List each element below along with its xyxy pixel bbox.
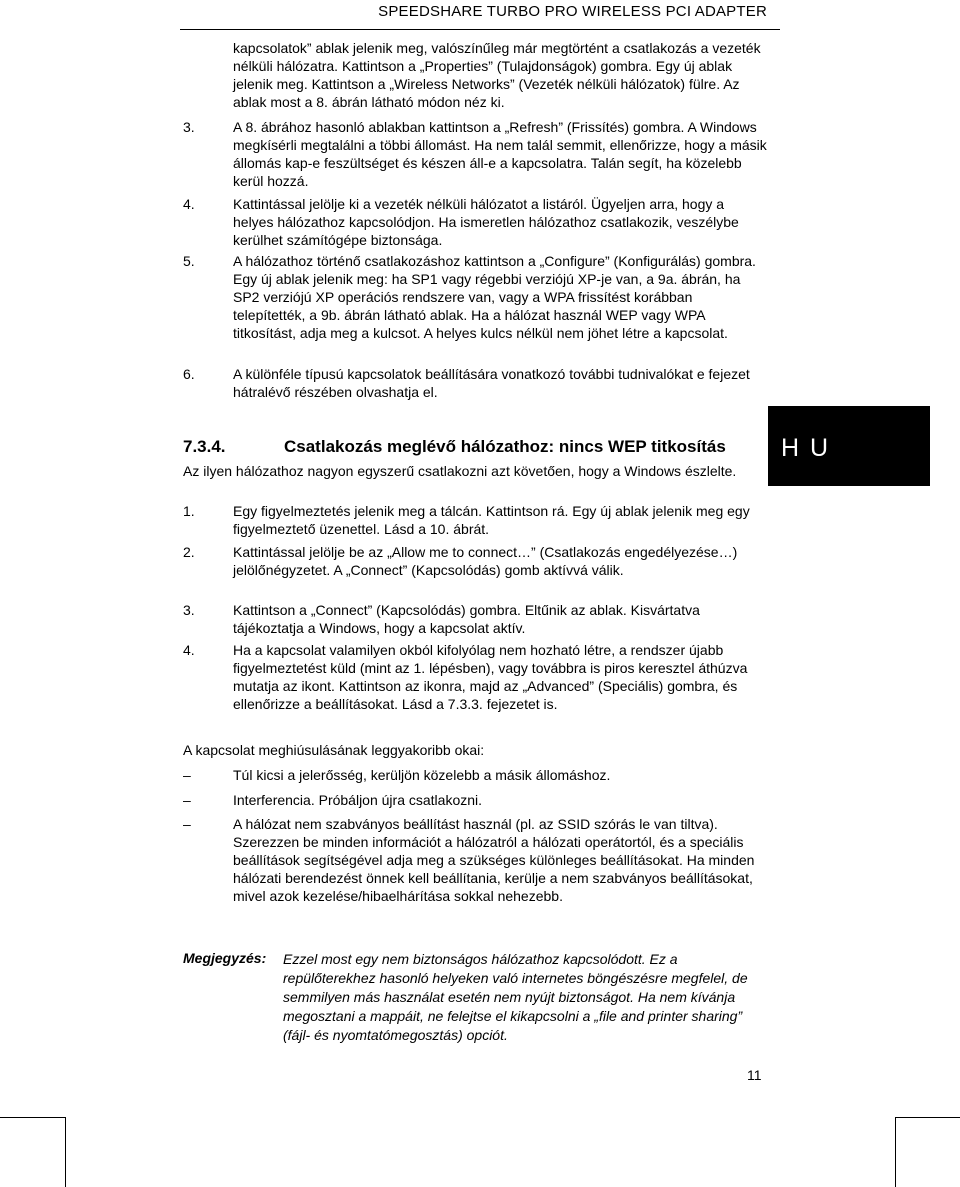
crop-mark <box>65 1117 66 1187</box>
list-text: A hálózat nem szabványos beállítást használ (pl. az SSID szórás le van tiltva). Szerezzen be minden információt a hálózatról a hálózati operátortól, és a speciális beállítások segítségével adja meg a szükséges különleges beállításokat. Ha minden hálózati berendezést önnek kell beállítania, kerülje a nem szabványos beállításokat, mivel azok kezelése/hibaelhárítása sokkal nehezebb. <box>233 816 755 904</box>
dash-bullet: – <box>183 792 191 808</box>
header-rule <box>180 29 780 30</box>
causes-intro: A kapcsolat meghiúsulásának leggyakoribb okai: <box>183 742 485 758</box>
list-text: Kattintással jelölje be az „Allow me to connect…” (Csatlakozás engedélyezése…) jelölőnégyzetet. A „Connect” (Kapcsolódás) gomb aktívvá válik. <box>233 544 738 578</box>
note-text: Ezzel most egy nem biztonságos hálózathoz kapcsolódott. Ez a repülőterekhez hasonló helyeken való internetes böngészésre megfelel, de semmilyen más használat esetén nem nyújt biztonságot. Ha nem kívánja megosztani a mappáit, ne felejtse el kikapcsolni a „file and printer sharing” (fájl- és nyomtatómegosztás) opciót. <box>283 951 748 1043</box>
list-text: Interferencia. Próbáljon újra csatlakozni. <box>233 792 483 808</box>
list-number: 3. <box>183 602 195 618</box>
list-text: Kattintson a „Connect” (Kapcsolódás) gombra. Eltűnik az ablak. Kisvártatva tájékoztatja a Windows, hogy a kapcsolat aktív. <box>233 602 700 636</box>
dash-bullet: – <box>183 816 191 832</box>
crop-mark <box>0 1117 66 1118</box>
language-tab <box>768 406 930 486</box>
section-number: 7.3.4. <box>183 437 226 456</box>
section-intro: Az ilyen hálózathoz nagyon egyszerű csatlakozni azt követően, hogy a Windows észlelte. <box>183 463 737 479</box>
note-label: Megjegyzés: <box>183 950 267 966</box>
list-number: 4. <box>183 196 195 212</box>
list-number: 2. <box>183 544 195 560</box>
list-text: Egy figyelmeztetés jelenik meg a tálcán. Kattintson rá. Egy új ablak jelenik meg egy figyelmeztető üzenettel. Lásd a 10. ábrát. <box>233 503 750 537</box>
list-text: A hálózathoz történő csatlakozáshoz kattintson a „Configure” (Konfigurálás) gombra. Egy új ablak jelenik meg: ha SP1 vagy régebbi verziójú XP-je van, a 9a. ábrán, ha SP2 verziójú XP operációs rendszere van, vagy a WPA frissítést korábban telepítették, a 9b. ábrán látható ablak. Ha a hálózat használ WEP vagy WPA titkosítást, adja meg a kulcsot. A helyes kulcs nélkül nem jöhet létre a kapcsolat. <box>233 253 756 341</box>
top-paragraph: kapcsolatok” ablak jelenik meg, valószínűleg már megtörtént a csatlakozás a vezeték nélküli hálózatra. Kattintson a „Properties” (Tulajdonságok) gombra. Egy új ablak jelenik meg. Kattintson a „Wireless Networks” (Vezeték nélküli hálózatok) fülre. Az ablak most a 8. ábrán látható módon néz ki. <box>233 40 761 110</box>
list-number: 4. <box>183 642 195 658</box>
list-number: 1. <box>183 503 195 519</box>
list-text: A 8. ábrához hasonló ablakban kattintson a „Refresh” (Frissítés) gombra. A Windows megkísérli megtalálni a többi állomást. Ha nem talál semmit, ellenőrizze, hogy a másik állomás kap-e feszültséget és készen áll-e a kapcsolatra. Talán segít, ha közelebb kerül hozzá. <box>233 119 767 189</box>
page-header-title: SPEEDSHARE TURBO PRO WIRELESS PCI ADAPTER <box>378 3 767 20</box>
list-text: Kattintással jelölje ki a vezeték nélküli hálózatot a listáról. Ügyeljen arra, hogy a helyes hálózathoz kapcsolódjon. Ha ismeretlen hálózathoz csatlakozik, veszélybe kerülhet számítógépe biztonsága. <box>233 196 739 248</box>
crop-mark <box>895 1117 896 1187</box>
list-text: A különféle típusú kapcsolatok beállítására vonatkozó további tudnivalókat e fejezet hátralévő részében olvashatja el. <box>233 366 750 400</box>
dash-bullet: – <box>183 767 191 783</box>
list-text: Túl kicsi a jelerősség, kerüljön közelebb a másik állomáshoz. <box>233 767 611 783</box>
list-number: 5. <box>183 253 195 269</box>
language-tab-label: H U <box>781 434 831 462</box>
section-title: Csatlakozás meglévő hálózathoz: nincs WEP titkosítás <box>284 437 726 456</box>
list-number: 6. <box>183 366 195 382</box>
page-number: 11 <box>747 1067 762 1083</box>
crop-mark <box>895 1117 960 1118</box>
list-number: 3. <box>183 119 195 135</box>
list-text: Ha a kapcsolat valamilyen okból kifolyólag nem hozható létre, a rendszer újabb figyelmeztetést küld (mint az 1. lépésben), vagy továbbra is piros keresztel áthúzva mutatja az ikont. Kattintson az ikonra, majd az „Advanced” (Speciális) gombra, és ellenőrizze a beállításokat. Lásd a 7.3.3. fejezetet is. <box>233 642 748 712</box>
